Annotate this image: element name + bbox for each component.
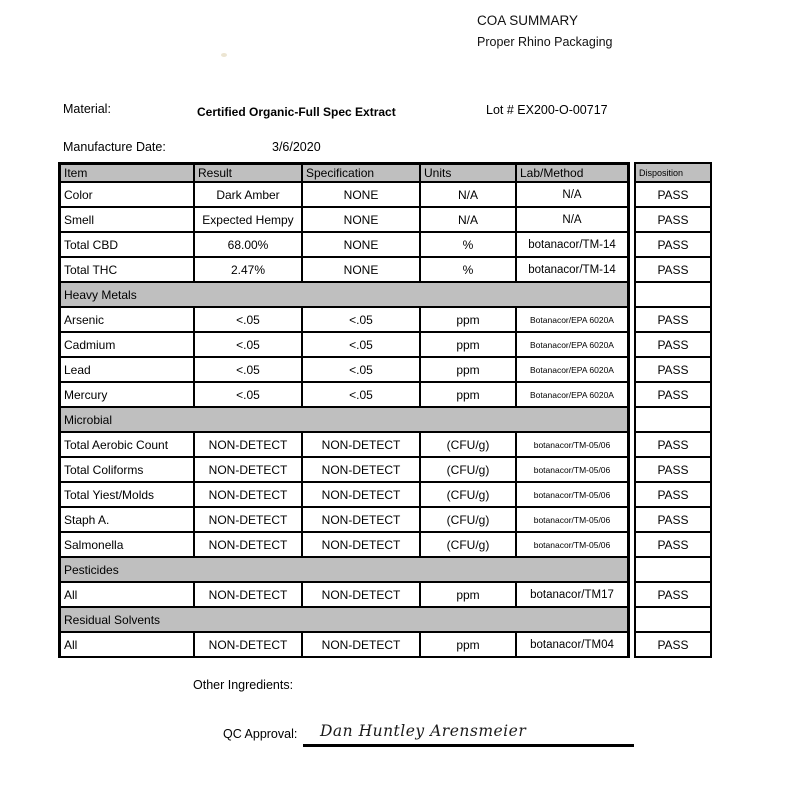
cell-units: ppm: [421, 633, 517, 656]
cell-spec: NON-DETECT: [303, 433, 421, 456]
cell-result: <.05: [195, 333, 303, 356]
cell-result: NON-DETECT: [195, 433, 303, 456]
table-row: [58, 308, 712, 333]
cell-lab: Botanacor/EPA 6020A: [530, 389, 614, 400]
cell-units: (CFU/g): [421, 533, 517, 556]
other-ingredients-label: Other Ingredients:: [193, 678, 294, 692]
cell-item: Total Aerobic Count: [61, 433, 195, 456]
disposition-cell: PASS: [634, 358, 712, 383]
table-row: [58, 258, 712, 283]
section-header-row: [58, 608, 712, 633]
table-row: [58, 333, 712, 358]
cell-item: Total Yiest/Molds: [61, 483, 195, 506]
cell-item: All: [61, 583, 195, 606]
row-main: [58, 358, 630, 383]
company-name: Proper Rhino Packaging: [477, 34, 613, 49]
cell-item: Mercury: [61, 383, 195, 406]
cell-lab: botanacor/TM04: [530, 638, 614, 651]
cell-result: NON-DETECT: [195, 633, 303, 656]
section-main: [58, 408, 630, 433]
cell-item: Smell: [61, 208, 195, 231]
row-main: [58, 308, 630, 333]
lot-number: Lot # EX200-O-00717: [486, 103, 608, 117]
cell-lab: N/A: [562, 213, 582, 226]
cell-item: Arsenic: [61, 308, 195, 331]
disposition-cell: PASS: [634, 633, 712, 658]
disposition-cell: PASS: [634, 258, 712, 283]
cell-spec: <.05: [303, 333, 421, 356]
section-main: [58, 558, 630, 583]
disposition-cell: PASS: [634, 383, 712, 408]
section-disposition-cell: [634, 408, 712, 433]
cell-lab: botanacor/TM-05/06: [533, 539, 611, 550]
cell-spec: NON-DETECT: [303, 483, 421, 506]
coa-table: [58, 162, 712, 658]
cell-lab: Botanacor/EPA 6020A: [530, 314, 614, 325]
table-row: [58, 483, 712, 508]
table-header-row: [58, 162, 712, 183]
cell-lab: botanacor/TM-05/06: [533, 439, 611, 450]
row-main: [58, 483, 630, 508]
column-header-result: Result: [195, 165, 303, 181]
row-main: [58, 458, 630, 483]
cell-spec: NON-DETECT: [303, 458, 421, 481]
material-label: Material:: [63, 102, 111, 116]
cell-lab: N/A: [562, 188, 582, 201]
section-main: [58, 608, 630, 633]
cell-units: (CFU/g): [421, 483, 517, 506]
table-header-main: [58, 162, 630, 183]
cell-units: N/A: [421, 208, 517, 231]
section-main: [58, 283, 630, 308]
cell-item: Total CBD: [61, 233, 195, 256]
row-main: [58, 383, 630, 408]
cell-result: Dark Amber: [195, 183, 303, 206]
cell-lab: Botanacor/EPA 6020A: [530, 339, 614, 350]
disposition-cell: PASS: [634, 208, 712, 233]
cell-spec: NONE: [303, 208, 421, 231]
disposition-cell: PASS: [634, 333, 712, 358]
cell-result: Expected Hempy: [195, 208, 303, 231]
cell-lab: botanacor/TM-05/06: [533, 464, 611, 475]
cell-lab: botanacor/TM-14: [528, 238, 616, 251]
cell-spec: NONE: [303, 233, 421, 256]
table-row: [58, 633, 712, 658]
disposition-cell: PASS: [634, 183, 712, 208]
cell-result: NON-DETECT: [195, 483, 303, 506]
cell-units: ppm: [421, 383, 517, 406]
cell-spec: NON-DETECT: [303, 533, 421, 556]
cell-item: Total THC: [61, 258, 195, 281]
column-header-disposition: Disposition: [634, 162, 712, 183]
row-main: [58, 533, 630, 558]
manufacture-date-label: Manufacture Date:: [63, 140, 166, 154]
cell-spec: NON-DETECT: [303, 633, 421, 656]
doc-title: COA SUMMARY: [477, 13, 579, 28]
disposition-cell: PASS: [634, 483, 712, 508]
row-main: [58, 433, 630, 458]
section-disposition-cell: [634, 283, 712, 308]
section-label: Heavy Metals: [61, 283, 627, 306]
cell-item: All: [61, 633, 195, 656]
row-main: [58, 508, 630, 533]
scan-smudge-artifact: [221, 53, 227, 57]
column-header-spec: Specification: [303, 165, 421, 181]
table-row: [58, 583, 712, 608]
table-row: [58, 533, 712, 558]
cell-units: (CFU/g): [421, 458, 517, 481]
row-main: [58, 333, 630, 358]
row-main: [58, 633, 630, 658]
cell-units: ppm: [421, 308, 517, 331]
disposition-cell: PASS: [634, 458, 712, 483]
section-header-row: [58, 408, 712, 433]
disposition-cell: PASS: [634, 583, 712, 608]
cell-item: Color: [61, 183, 195, 206]
table-row: [58, 208, 712, 233]
table-row: [58, 183, 712, 208]
cell-item: Cadmium: [61, 333, 195, 356]
row-main: [58, 208, 630, 233]
cell-units: N/A: [421, 183, 517, 206]
table-row: [58, 358, 712, 383]
table-row: [58, 433, 712, 458]
disposition-cell: PASS: [634, 233, 712, 258]
cell-result: <.05: [195, 358, 303, 381]
row-main: [58, 233, 630, 258]
column-header-lab: Lab/Method: [517, 165, 627, 181]
cell-spec: <.05: [303, 308, 421, 331]
section-header-row: [58, 558, 712, 583]
cell-spec: <.05: [303, 358, 421, 381]
cell-units: %: [421, 233, 517, 256]
cell-units: (CFU/g): [421, 508, 517, 531]
cell-item: Staph A.: [61, 508, 195, 531]
row-main: [58, 258, 630, 283]
cell-result: NON-DETECT: [195, 458, 303, 481]
column-header-units: Units: [421, 165, 517, 181]
section-header-row: [58, 283, 712, 308]
cell-lab: botanacor/TM-05/06: [533, 514, 611, 525]
row-main: [58, 183, 630, 208]
section-label: Microbial: [61, 408, 627, 431]
disposition-cell: PASS: [634, 433, 712, 458]
section-disposition-cell: [634, 558, 712, 583]
qc-approval-signature: Dan Huntley Arensmeier: [320, 722, 527, 740]
cell-units: ppm: [421, 333, 517, 356]
table-row: [58, 233, 712, 258]
cell-item: Lead: [61, 358, 195, 381]
section-label: Pesticides: [61, 558, 627, 581]
cell-lab: Botanacor/EPA 6020A: [530, 364, 614, 375]
section-disposition-cell: [634, 608, 712, 633]
signature-line: [303, 744, 634, 747]
cell-result: <.05: [195, 308, 303, 331]
cell-result: 68.00%: [195, 233, 303, 256]
cell-item: Salmonella: [61, 533, 195, 556]
cell-spec: NON-DETECT: [303, 583, 421, 606]
cell-result: <.05: [195, 383, 303, 406]
cell-spec: NONE: [303, 183, 421, 206]
cell-lab: botanacor/TM17: [530, 588, 614, 601]
cell-lab: botanacor/TM-05/06: [533, 489, 611, 500]
manufacture-date-value: 3/6/2020: [272, 140, 321, 154]
cell-units: (CFU/g): [421, 433, 517, 456]
cell-units: ppm: [421, 358, 517, 381]
disposition-cell: PASS: [634, 308, 712, 333]
table-row: [58, 383, 712, 408]
section-label: Residual Solvents: [61, 608, 627, 631]
cell-units: ppm: [421, 583, 517, 606]
cell-spec: NON-DETECT: [303, 508, 421, 531]
cell-result: NON-DETECT: [195, 583, 303, 606]
cell-result: NON-DETECT: [195, 508, 303, 531]
table-row: [58, 458, 712, 483]
cell-lab: botanacor/TM-14: [528, 263, 616, 276]
row-main: [58, 583, 630, 608]
column-header-item: Item: [61, 165, 195, 181]
qc-approval-label: QC Approval:: [223, 727, 298, 741]
document-header: [477, 14, 613, 48]
cell-spec: <.05: [303, 383, 421, 406]
disposition-cell: PASS: [634, 533, 712, 558]
cell-item: Total Coliforms: [61, 458, 195, 481]
cell-result: NON-DETECT: [195, 533, 303, 556]
cell-spec: NONE: [303, 258, 421, 281]
cell-units: %: [421, 258, 517, 281]
material-value: Certified Organic-Full Spec Extract: [197, 105, 396, 119]
disposition-cell: PASS: [634, 508, 712, 533]
table-row: [58, 508, 712, 533]
cell-result: 2.47%: [195, 258, 303, 281]
